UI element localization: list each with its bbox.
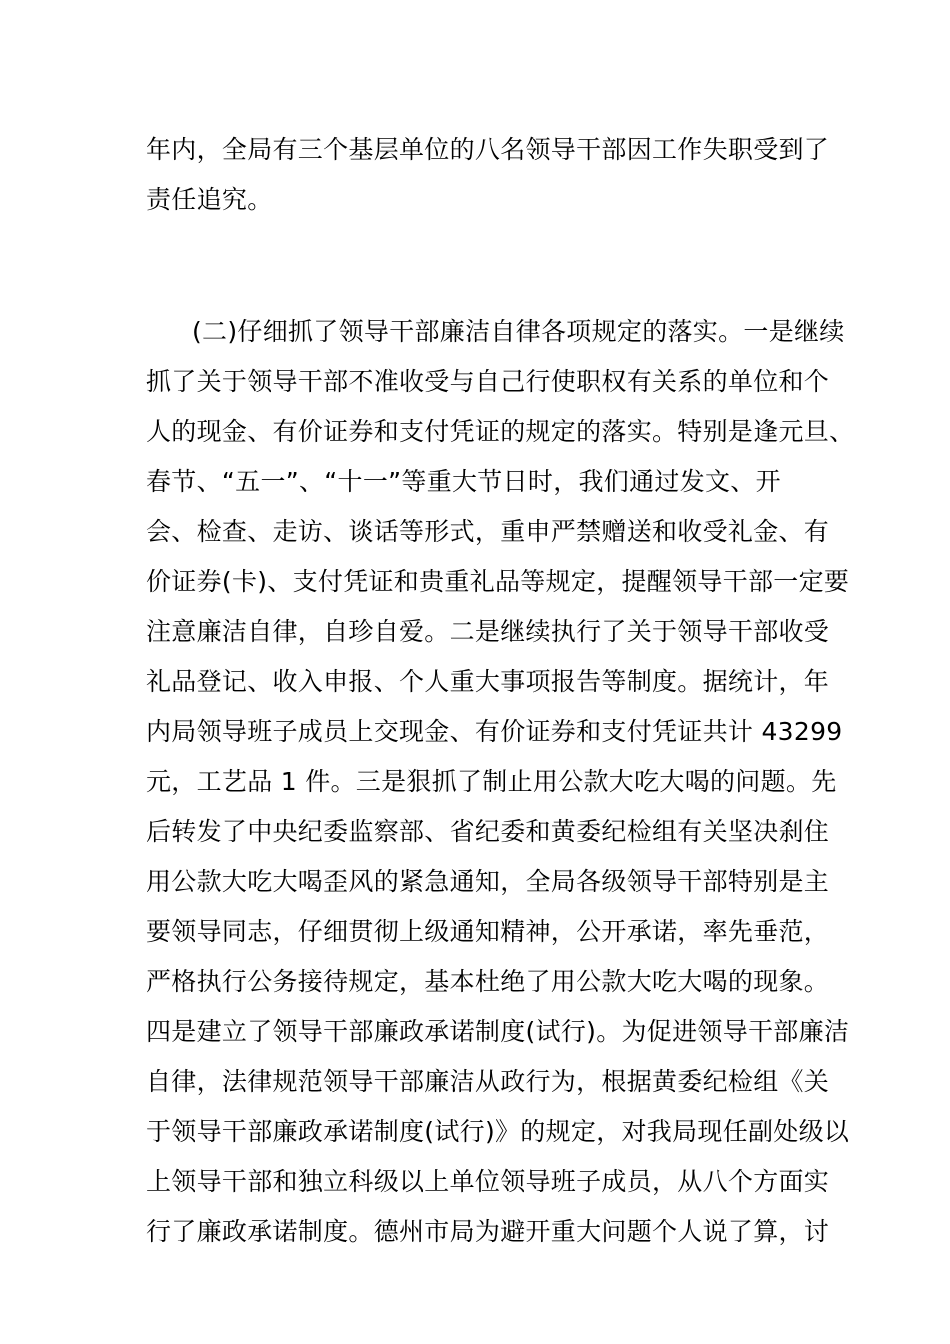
text-line: 内局领导班子成员上交现金、有价证券和支付凭证共计 43299	[146, 717, 843, 746]
text-line: 会、检查、走访、谈话等形式，重申严禁赠送和收受礼金、有	[146, 517, 830, 546]
text-line: 上领导干部和独立科级以上单位领导班子成员，从八个方面实	[146, 1167, 830, 1196]
text-line: 注意廉洁自律，自珍自爱。二是继续执行了关于领导干部收受	[146, 617, 830, 646]
text-line: 于领导干部廉政承诺制度(试行)》的规定，对我局现任副处级以	[146, 1117, 850, 1146]
text-line: 元，工艺品 1 件。三是狠抓了制止用公款大吃大喝的问题。先	[146, 767, 837, 796]
text-line: 人的现金、有价证券和支付凭证的规定的落实。特别是逢元旦、	[146, 417, 855, 446]
text-line: 后转发了中央纪委监察部、省纪委和黄委纪检组有关坚决刹住	[146, 817, 830, 846]
paragraph-1	[146, 125, 830, 225]
text-line: 严格执行公务接待规定，基本杜绝了用公款大吃大喝的现象。	[146, 967, 830, 996]
paragraph-2	[146, 307, 855, 1257]
text-line: 价证券(卡)、支付凭证和贵重礼品等规定，提醒领导干部一定要	[146, 567, 850, 596]
text-line: 自律，法律规范领导干部廉洁从政行为，根据黄委纪检组《关	[146, 1067, 830, 1096]
text-line: 责任追究。	[146, 185, 273, 214]
text-line: 要领导同志，仔细贯彻上级通知精神，公开承诺，率先垂范，	[146, 917, 830, 946]
text-line: 年内，全局有三个基层单位的八名领导干部因工作失职受到了	[146, 135, 830, 164]
text-line: 四是建立了领导干部廉政承诺制度(试行)。为促进领导干部廉洁	[146, 1017, 850, 1046]
text-line: 用公款大吃大喝歪风的紧急通知，全局各级领导干部特别是主	[146, 867, 830, 896]
text-line: 行了廉政承诺制度。德州市局为避开重大问题个人说了算，讨	[146, 1217, 830, 1246]
text-line: 春节、“五一”、“十一”等重大节日时，我们通过发文、开	[146, 467, 781, 496]
text-line: 抓了关于领导干部不准收受与自己行使职权有关系的单位和个	[146, 367, 830, 396]
text-line: (二)仔细抓了领导干部廉洁自律各项规定的落实。一是继续	[192, 317, 845, 346]
text-line: 礼品登记、收入申报、个人重大事项报告等制度。据统计，年	[146, 667, 830, 696]
